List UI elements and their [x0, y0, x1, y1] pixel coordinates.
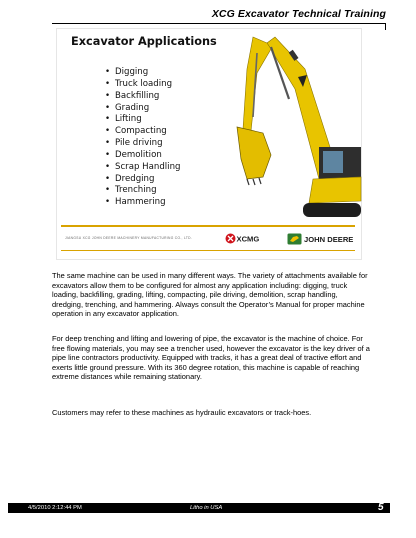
- list-item: • Hammering: [105, 197, 166, 208]
- list-item: • Lifting: [105, 114, 142, 125]
- slide-image: [56, 28, 362, 260]
- list-item: • Scrap Handling: [105, 161, 181, 172]
- header-title: XCG Excavator Technical Training: [211, 8, 386, 20]
- page-number: 5: [378, 502, 384, 513]
- body-paragraph: For deep trenching and lifting and lowering of pipe, the excavator is the machine of choice. For free flowing materials, you may see a trencher used, however the excavator is the key driver of a pipe line contractors productivity. Equipped with tracks, it has a great deal of tractive effort and exerts little ground pressure. With its 360 degree rotation, this machine is capable of reaching extreme distances while remaining stationary.: [52, 334, 370, 382]
- print-timestamp: 4/5/2010 2:12:44 PM: [28, 505, 82, 511]
- slide-footer-rule-bottom: [61, 250, 355, 251]
- body-paragraph: Customers may refer to these machines as hydraulic excavators or track-hoes.: [52, 408, 312, 417]
- list-item: • Truck loading: [105, 78, 173, 89]
- slide-footer-rule: [61, 225, 355, 227]
- list-item: • Trenching: [105, 185, 157, 196]
- list-item: • Dredging: [105, 173, 155, 184]
- excavator-tracks: [303, 203, 361, 217]
- list-item: • Digging: [105, 67, 149, 77]
- body-paragraph: The same machine can be used in many different ways. The variety of attachments available for excavators allow them to be configured for almost any application including: digging, truck loading, backfilling, grading, lifting, compacting, pile driving, demolition, scrap handling, dredging, trenching, and hammering. Always consult the Operator’s Manual for proper machine operation in any excavator application.: [52, 271, 368, 319]
- list-item: • Pile driving: [105, 138, 163, 149]
- litho-note: Litho in USA: [190, 505, 223, 511]
- slide-title: Excavator Applications: [71, 35, 217, 48]
- svg-text:XCMG: XCMG: [236, 234, 260, 244]
- excavator-illustration: [57, 29, 361, 225]
- header-rule: [52, 23, 386, 24]
- john-deere-logo: [287, 233, 357, 245]
- company-name: JIANGSU XCG JOHN DEERE MACHINERY MANUFACTURING CO., LTD.: [65, 236, 193, 240]
- list-item: • Compacting: [105, 126, 167, 137]
- xcmg-logo: [225, 233, 260, 244]
- excavator-arm: [243, 37, 271, 131]
- list-item: • Demolition: [105, 149, 162, 160]
- svg-text:JOHN DEERE: JOHN DEERE: [304, 235, 354, 244]
- header-tick: [385, 23, 386, 30]
- excavator-bucket: [237, 127, 271, 179]
- list-item: • Backfilling: [105, 90, 160, 101]
- list-item: • Grading: [105, 102, 150, 113]
